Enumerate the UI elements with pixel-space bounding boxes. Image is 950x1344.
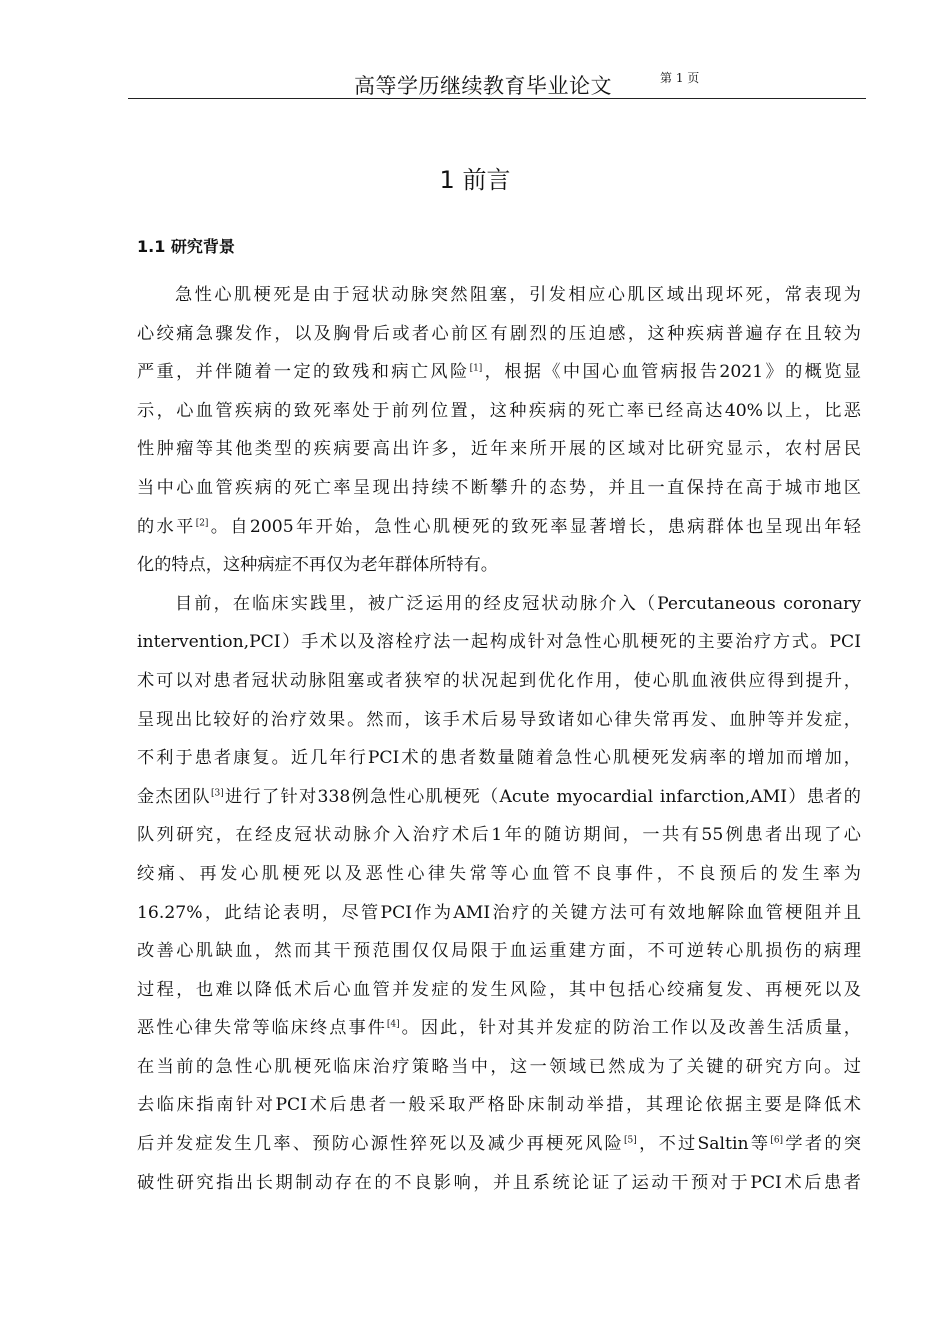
paragraph-line: intervention,PCI）手术以及溶栓疗法一起构成针对急性心肌梗死的主要治疗方式。PCI <box>137 632 861 653</box>
paragraph-line: 化的特点，这种病症不再仅为老年群体所特有。 <box>137 555 498 576</box>
paragraph-line: 当中心血管疾病的死亡率呈现出持续不断攀升的态势，并且一直保持在高于城市地区 <box>137 477 861 498</box>
paragraph-line: 16.27%，此结论表明，尽管PCI作为AMI治疗的关键方法可有效地解除血管梗阻并且 <box>137 902 861 923</box>
paragraph-line: 急性心肌梗死是由于冠状动脉突然阻塞，引发相应心肌区域出现坏死，常表现为 <box>175 285 861 305</box>
citation: [4] <box>386 1019 400 1030</box>
citation: [2] <box>195 517 209 528</box>
citation: [1] <box>469 363 483 374</box>
citation: [3] <box>210 787 224 798</box>
paragraph-line: 在当前的急性心肌梗死临床治疗策略当中，这一领域已然成为了关键的研究方向。过 <box>137 1056 861 1077</box>
paragraph-line: 破性研究指出长期制动存在的不良影响，并且系统论证了运动干预对于PCI术后患者 <box>137 1172 861 1193</box>
section-title: 1.1 研究背景 <box>137 237 235 256</box>
paragraph-line: 恶性心律失常等临床终点事件[4]。因此，针对其并发症的防治工作以及改善生活质量， <box>137 1018 861 1039</box>
paragraph-line: 示，心血管疾病的致死率处于前列位置，这种疾病的死亡率已经高达40%以上，比恶 <box>137 400 861 421</box>
chapter-title: 1 前言 <box>439 166 511 194</box>
paragraph-line: 后并发症发生几率、预防心源性猝死以及减少再梗死风险[5]，不过Saltin等[6]学者的突 <box>137 1134 861 1155</box>
paragraph-line: 改善心肌缺血，然而其干预范围仅仅局限于血运重建方面，不可逆转心肌损伤的病理 <box>137 941 861 962</box>
header-title: 高等学历继续教育毕业论文 <box>354 74 612 98</box>
paragraph-line: 金杰团队[3]进行了针对338例急性心肌梗死（Acute myocardial infarction,AMI）患者的 <box>137 786 861 807</box>
paragraph-line: 绞痛、再发心肌梗死以及恶性心律失常等心血管不良事件，不良预后的发生率为 <box>137 863 861 884</box>
page-number: 第 1 页 <box>660 71 700 85</box>
paragraph-line: 的水平[2]。自2005年开始，急性心肌梗死的致死率显著增长，患病群体也呈现出年轻 <box>137 516 861 537</box>
paragraph-line: 性肿瘤等其他类型的疾病要高出许多，近年来所开展的区域对比研究显示，农村居民 <box>137 439 861 460</box>
paragraph-line: 术可以对患者冠状动脉阻塞或者狭窄的状况起到优化作用，使心肌血液供应得到提升， <box>137 670 861 691</box>
citation: [5] <box>624 1135 637 1146</box>
paragraph-line: 队列研究，在经皮冠状动脉介入治疗术后1年的随访期间，一共有55例患者出现了心 <box>137 825 861 846</box>
paragraph-line: 目前，在临床实践里，被广泛运用的经皮冠状动脉介入（Percutaneous coronary <box>175 593 861 614</box>
citation: [6] <box>770 1135 784 1146</box>
paragraph-line: 心绞痛急骤发作，以及胸骨后或者心前区有剧烈的压迫感，这种疾病普遍存在且较为 <box>137 323 861 344</box>
page-header <box>128 64 866 99</box>
paragraph-line: 呈现出比较好的治疗效果。然而，该手术后易导致诸如心律失常再发、血肿等并发症， <box>137 709 861 730</box>
paragraph-line: 不利于患者康复。近几年行PCI术的患者数量随着急性心肌梗死发病率的增加而增加， <box>137 748 861 769</box>
paragraph-line: 严重，并伴随着一定的致残和病亡风险[1]，根据《中国心血管病报告2021》的概览显 <box>137 362 861 383</box>
body-text <box>137 280 861 1206</box>
paragraph-line: 去临床指南针对PCI术后患者一般采取严格卧床制动举措，其理论依据主要是降低术 <box>137 1095 861 1116</box>
paragraph-line: 过程，也难以降低术后心血管并发症的发生风险，其中包括心绞痛复发、再梗死以及 <box>137 979 861 1000</box>
